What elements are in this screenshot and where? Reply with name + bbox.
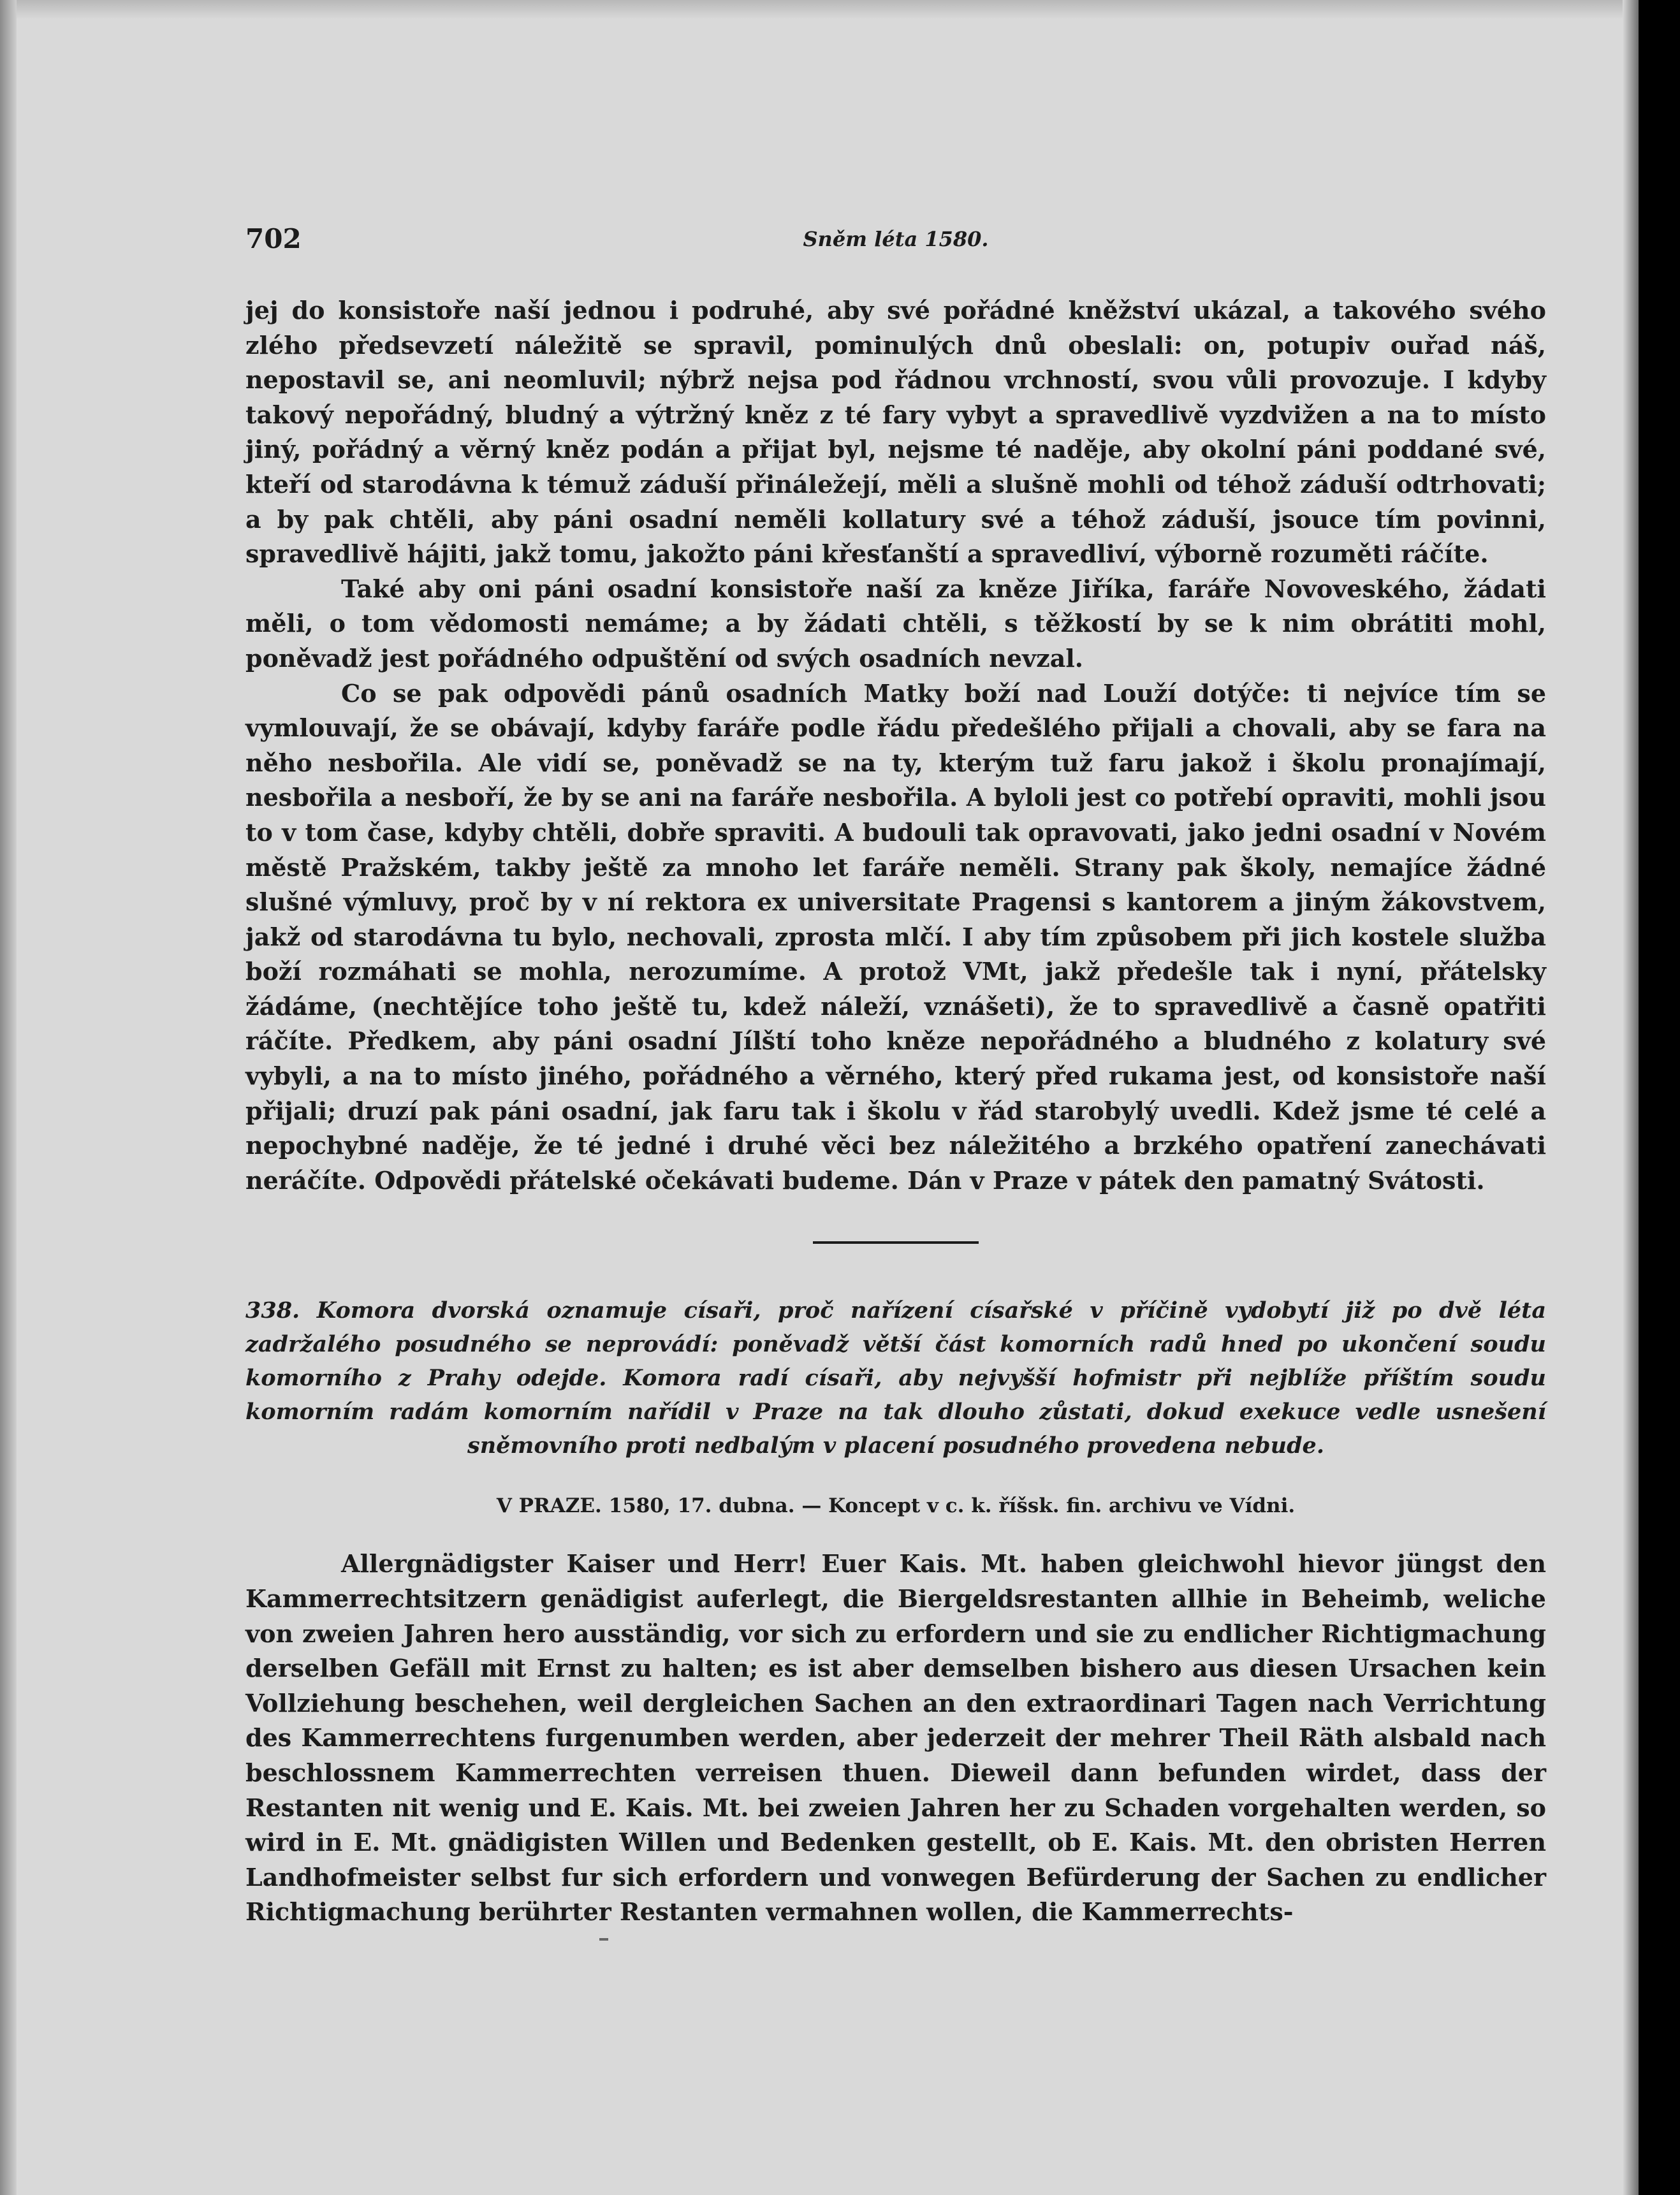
page-header <box>245 223 1546 261</box>
page <box>245 223 1546 1930</box>
german-letter-body <box>245 1547 1546 1930</box>
letter-paragraph-3: Co se pak odpovědi pánů osadních Matky boží nad Louží dotýče: ti nejvíce tím se vymlouvají, že se obávají, kdyby faráře podle řádu předešlého přijali a chovali, aby se fara na něho nesbořila. Ale vidí se, poněvadž se na ty, kterým tuž faru jakož i školu pronajímají, nesbořila a nesboří, že by se ani na faráře nesbořila. A byloli jest co potřebí opraviti, mohli jsou to v tom čase, kdyby chtěli, dobře spraviti. A budouli tak opravovati, jako jedni osadní v Novém městě Pražském, takby ještě za mnoho let faráře neměli. Strany pak školy, nemajíce žádné slušné výmluvy, proč by v ní rektora ex universitate Pragensi s kantorem a jiným žákovstvem, jakž od starodávna tu bylo, nechovali, zprosta mlčí. I aby tím způsobem při jich kostele služba boží rozmáhati se mohla, nerozumíme. A protož VMt, jakž předešle tak i nyní, přátelsky žádáme, (nechtějíce toho ještě tu, kdež náleží, vznášeti), že to spravedlivě a časně opatřiti ráčíte. Předkem, aby páni osadní Jílští toho kněze nepořádného a bludného z kolatury své vybyli, a na to místo jiného, pořádného a věrného, který před rukama jest, od konsistoře naší přijali; druzí pak páni osadní, jak faru tak i školu v řád starobylý uvedli. Kdež jsme té celé a nepochybné naděje, že té jedné i druhé věci bez náležitého a brzkého opatření zanechávati neráčíte. Odpovědi přátelské očekávati budeme. Dán v Praze v pátek den pamatný Svátosti. <box>245 678 1546 1195</box>
letter-paragraph-2: Také aby oni páni osadní konsistoře naší za kněze Jiříka, faráře Novoveského, žádati měli, o tom vědomosti nemáme; a by žádati chtěli, s těžkostí by se k nim obrátiti mohl, poněvadž jest pořádného odpuštění od svých osadních nevzal. <box>245 574 1546 673</box>
page-number: 702 <box>245 223 302 254</box>
german-paragraph: Allergnädigster Kaiser und Herr! Euer Kais. Mt. haben gleichwohl hievor jüngst den Kammerrechtsitzern genädigist auferlegt, die Biergeldsrestanten allhie in Beheimb, weliche von zweien Jahren hero ausständig, vor sich zu erfordern und sie zu endlicher Richtigmachung derselben Gefäll mit Ernst zu halten; es ist aber demselben bishero aus diesen Ursachen kein Vollziehung beschehen, weil dergleichen Sachen an den extraordinari Tagen nach Verrichtung des Kammerrechtens furgenumben werden, aber jederzeit der mehrer Theil Räth alsbald nach beschlossnem Kammerrechten verreisen thuen. Dieweil dann befunden wirdet, dass der Restanten nit wenig und E. Kais. Mt. bei zweien Jahren her zu Schaden vorgehalten werden, so wird in E. Mt. gnädigisten Willen und Bedenken gestellt, ob E. Kais. Mt. den obristen Herren Landhofmeister selbst fur sich erfordern und vonwegen Befürderung der Sachen zu endlicher Richtigmachung berührter Restanten vermahnen wollen, die Kammerrechts- <box>245 1549 1546 1927</box>
letter-paragraph-1: jej do konsistoře naší jednou i podruhé, aby své pořádné kněžství ukázal, a takového svého zlého předsevzetí náležitě se spravil, pominulých dnů obeslali: on, potupiv ouřad náš, nepostavil se, ani neomluvil; nýbrž nejsa pod řádnou vrchností, svou vůli provozuje. I kdyby takový nepořádný, bludný a výtržný kněz z té fary vybyt a spravedlivě vyzdvižen a na to místo jiný, pořádný a věrný kněz podán a přijat byl, nejsme té naděje, aby okolní páni poddané své, kteří od starodávna k témuž záduší přináležejí, měli a slušně mohli od téhož záduší odtrhovati; a by pak chtěli, aby páni osadní neměli kollatury své a téhož záduší, jsouce tím povinni, spravedlivě hájiti, jakž tomu, jakožto páni křesťanští a spravedliví, výborně rozuměti ráčíte. <box>245 296 1546 569</box>
scan-border-left <box>0 0 17 2195</box>
scan-border-top <box>0 0 1632 19</box>
scan-speck <box>599 1938 608 1941</box>
document-source-line: V PRAZE. 1580, 17. dubna. — Koncept v c. k. říšsk. fin. archivu ve Vídni. <box>496 1494 1296 1518</box>
running-head: Sněm léta 1580. <box>803 227 989 251</box>
document-summary: 338. Komora dvorská oznamuje císaři, proč nařízení císařské v příčině vydobytí již po dvě léta zadržalého posudného se neprovádí: poněvadž větší část komorních radů hned po ukončení soudu komorního z Prahy odejde. Komora radí císaři, aby nejvyšší hofmistr při nejblíže příštím soudu komorním radám komorním nařídil v Praze na tak dlouho zůstati, dokud exekuce vedle usnešení sněmovního proti nedbalým v placení posudného provedena nebude. <box>245 1297 1546 1459</box>
scan-border-right <box>1639 0 1680 2195</box>
letter-body <box>245 293 1546 1198</box>
page-gutter-shadow <box>1623 0 1639 2195</box>
section-separator <box>813 1241 979 1244</box>
